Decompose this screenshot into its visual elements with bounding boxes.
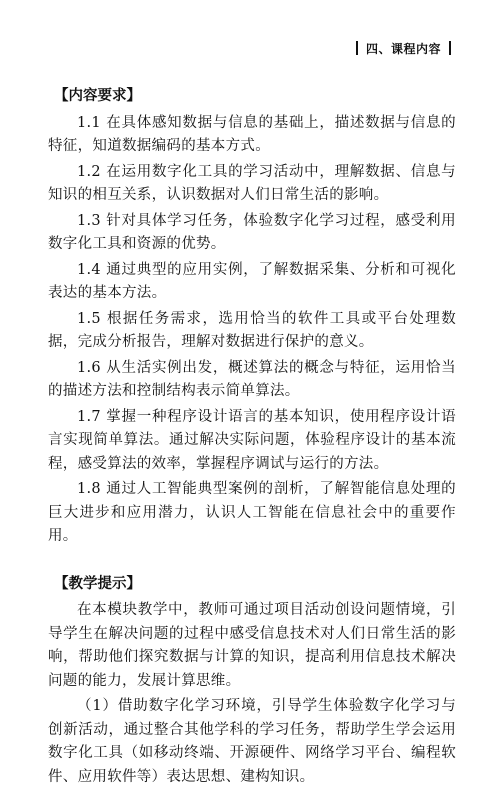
requirement-item-1-3: 1.3 针对具体学习任务，体验数字化学习过程，感受利用数字化工具和资源的优势。 bbox=[48, 212, 456, 252]
teaching-tips-heading: 【教学提示】 bbox=[54, 574, 141, 592]
section-spacer bbox=[48, 551, 456, 572]
teaching-tips-paragraph-1: 在本模块教学中，教师可通过项目活动创设问题情境，引导学生在解决问题的过程中感受信息技术对人们日常生活的影响，帮助他们探究数据与计算的知识，提高利用信息技术解决问题的能力，发展计算思维。 bbox=[48, 602, 456, 689]
requirement-item-1-5: 1.5 根据任务需求，选用恰当的软件工具或平台处理数据，完成分析报告，理解对数据进行保护的意义。 bbox=[48, 310, 456, 350]
header-bar-left bbox=[356, 41, 358, 55]
requirement-item-1-1: 1.1 在具体感知数据与信息的基础上，描述数据与信息的特征，知道数据编码的基本方式。 bbox=[48, 114, 456, 154]
requirement-item-1-8: 1.8 通过人工智能典型案例的剖析，了解智能信息处理的巨大进步和应用潜力，认识人工智能在信息社会中的重要作用。 bbox=[48, 481, 456, 544]
chapter-label: 四、课程内容 bbox=[365, 42, 441, 56]
content-requirements-heading: 【内容要求】 bbox=[54, 87, 141, 104]
body-content bbox=[48, 84, 456, 791]
requirement-item-1-6: 1.6 从生活实例出发，概述算法的概念与特征，运用恰当的描述方法和控制结构表示简单算法。 bbox=[48, 359, 456, 399]
requirement-item-1-7: 1.7 掌握一种程序设计语言的基本知识，使用程序设计语言实现简单算法。通过解决实际问题，体验程序设计的基本流程，感受算法的效率，掌握程序调试与运行的方法。 bbox=[48, 408, 456, 472]
requirement-item-1-4: 1.4 通过典型的应用实例，了解数据采集、分析和可视化表达的基本方法。 bbox=[48, 261, 456, 301]
running-header bbox=[348, 40, 459, 57]
requirement-item-1-2: 1.2 在运用数字化工具的学习活动中，理解数据、信息与知识的相互关系，认识数据对人们日常生活的影响。 bbox=[48, 163, 456, 203]
teaching-tips-paragraph-2: （1）借助数字化学习环境，引导学生体验数字化学习与创新活动，通过整合其他学科的学习任务，帮助学生学会运用数字化工具（如移动终端、开源硬件、网络学习平台、编程软件、应用软件等）表达思想、建构知识。 bbox=[48, 698, 456, 785]
header-bar-right bbox=[449, 41, 451, 55]
